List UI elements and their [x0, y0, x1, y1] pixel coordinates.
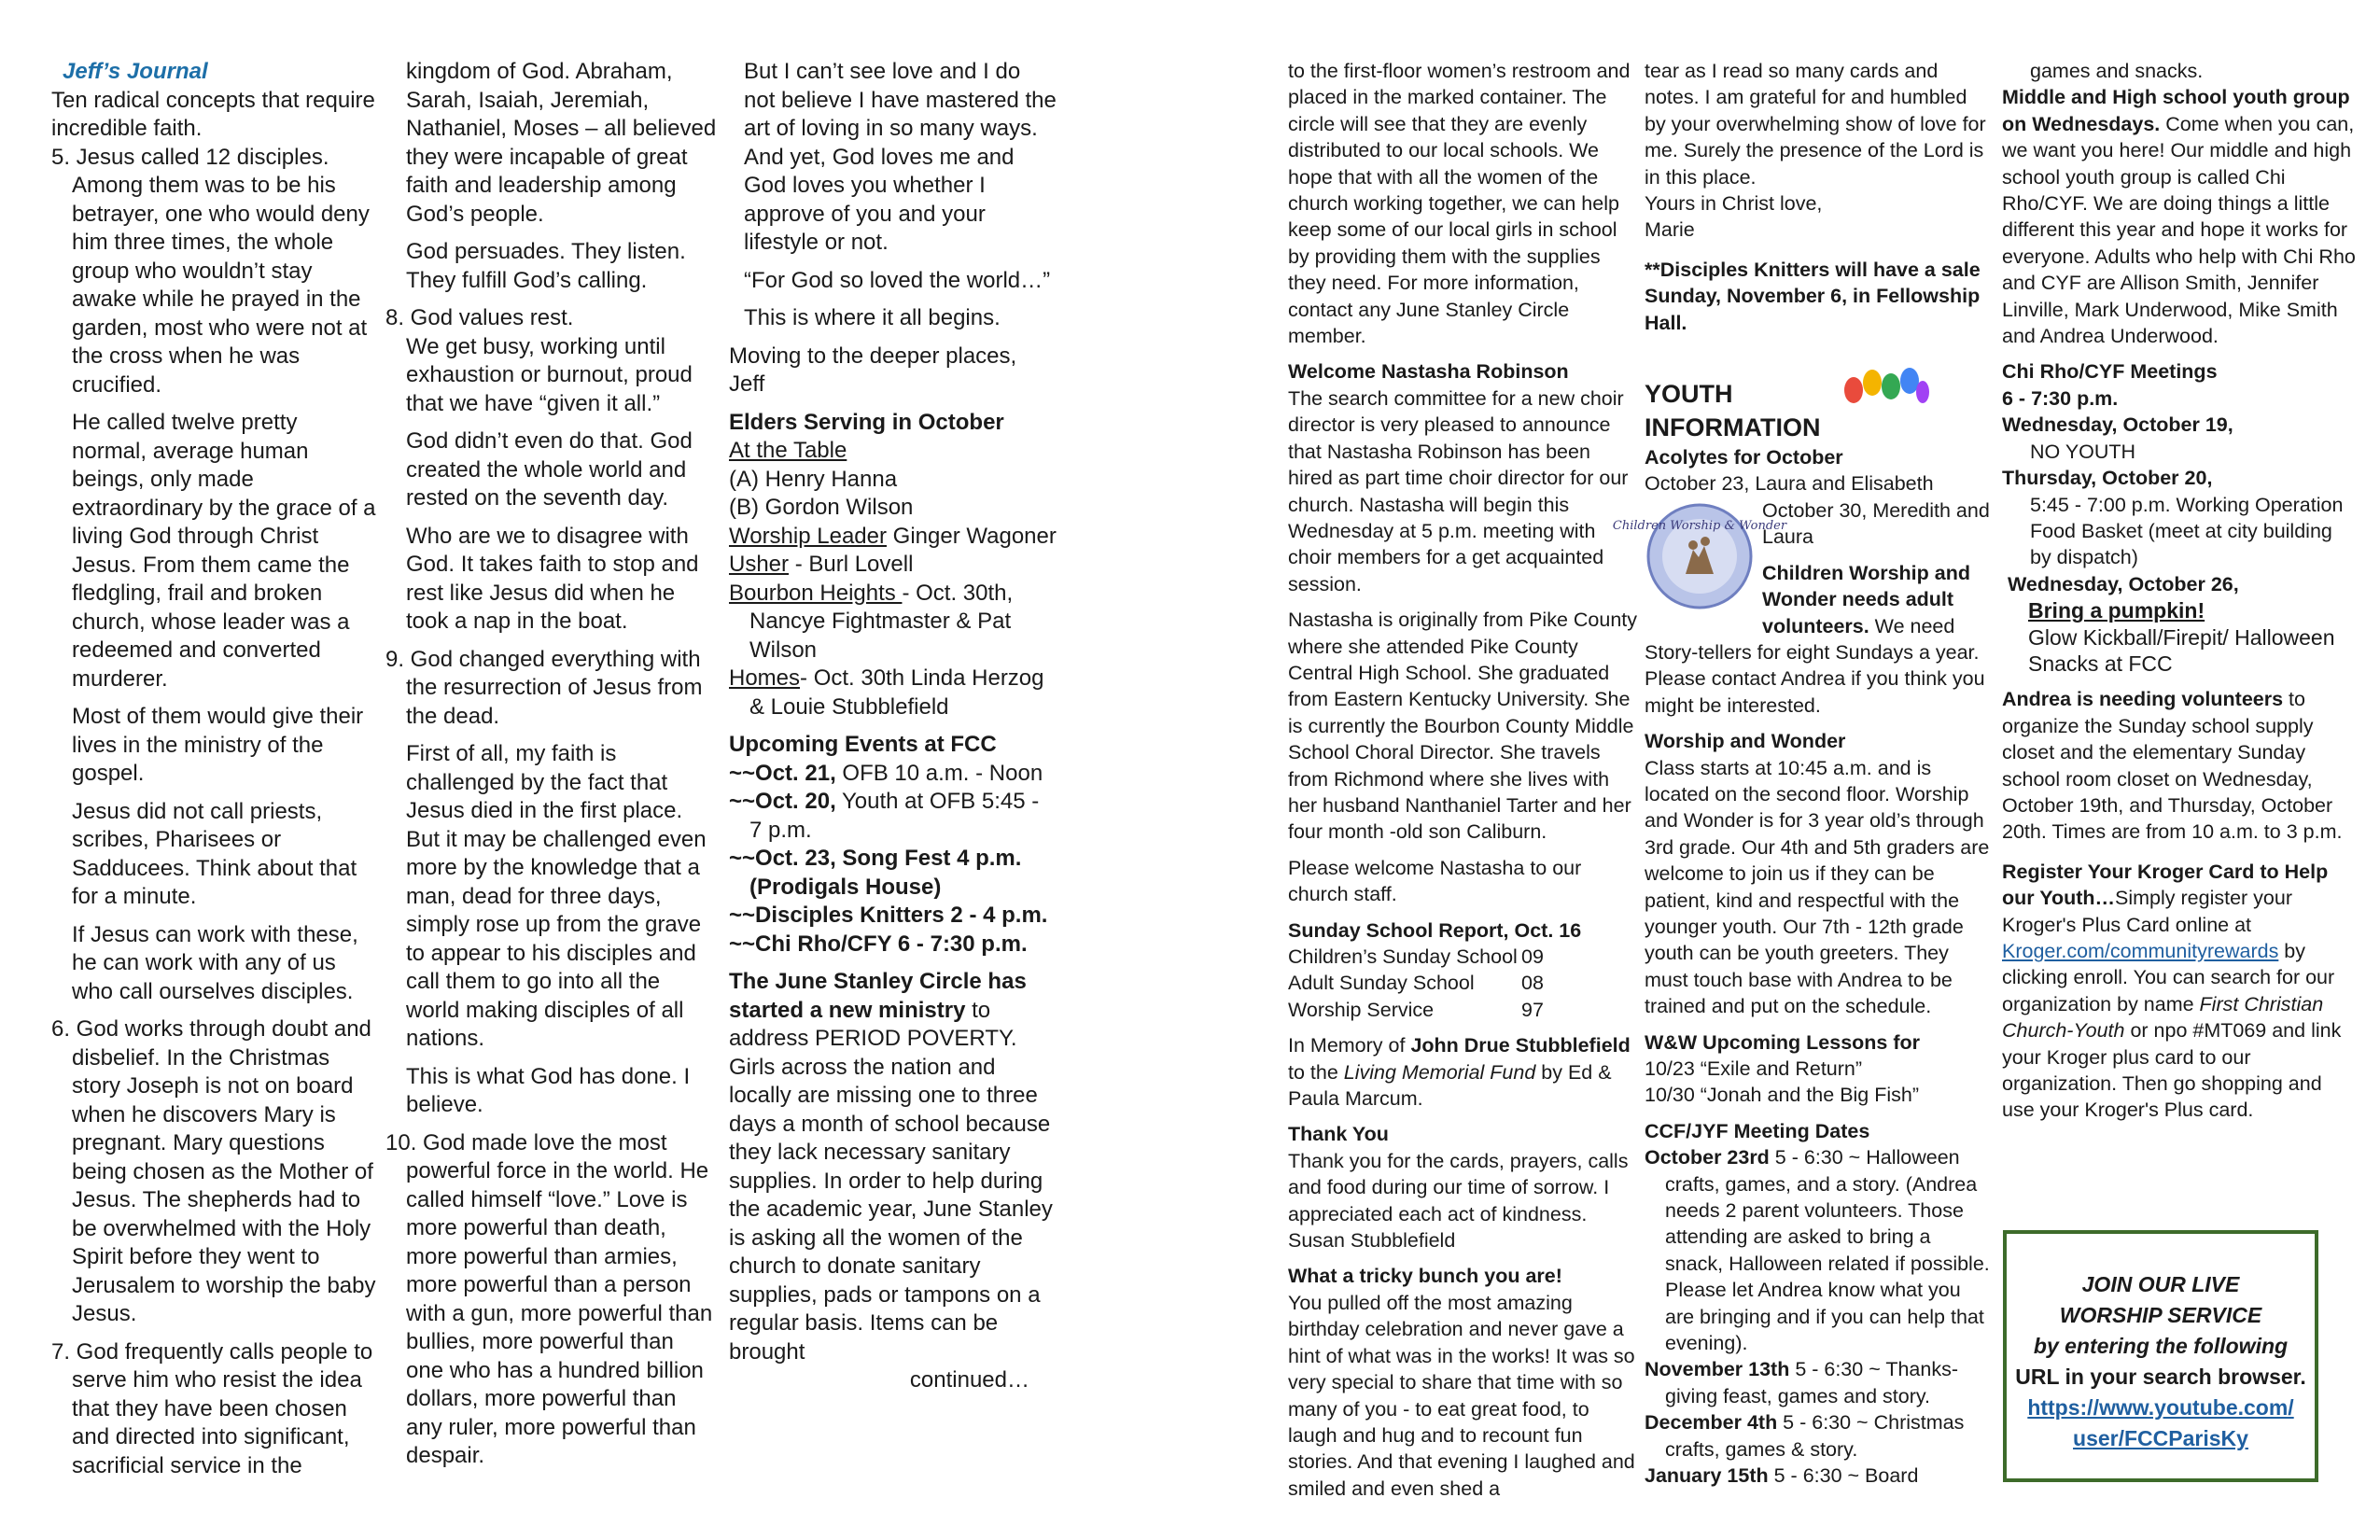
usher — [729, 551, 1057, 580]
column-4 — [1288, 58, 1638, 1502]
event-3: ~~Oct. 23, Song Fest 4 p.m. (Prodigals House) — [729, 846, 1022, 900]
ss-table — [1288, 944, 1638, 1023]
kroger-title: Register Your Kroger Card to Help our Youth… — [2002, 860, 2329, 910]
homes — [729, 665, 1057, 721]
bourbon-heights — [729, 580, 1057, 665]
continued-label: continued… — [909, 1367, 1029, 1393]
andrea-volunteers — [2002, 686, 2357, 845]
item6: 6. God works through doubt and disbelief. In the Christmas story Joseph is not on board when he discovers Mary is pregnant. Mary questions being chosen as the Mother of Jesus. The shepherds had to be overwhelmed with the Holy Spirit before they went to Jerusalem to worship the baby Jesus. — [51, 1016, 376, 1326]
chi-t1b: 5:45 - 7:00 p.m. Working Operation Food Basket (meet at city building by dispatch) — [2030, 493, 2344, 569]
col3-p1: But I can’t see love and I do not believe I have mastered the art of loving in so many ways. And yet, God loves me and God loves you whether I approve of you and your lifestyle or not. — [744, 59, 1057, 255]
item8-body: We get busy, working until exhaustion or burnout, proud that we have “given it all.” — [406, 333, 693, 416]
elder-a: (A) Henry Hanna — [729, 466, 898, 492]
ccf4-continued: games and snacks. — [2030, 60, 2204, 82]
ww-title: Worship and Wonder — [1645, 730, 1846, 753]
knitters-notice: **Disciples Knitters will have a sale Sunday, November 6, in Fellowship Hall. — [1645, 258, 1981, 334]
welcome-title: Welcome Nastasha Robinson — [1288, 360, 1569, 384]
homes-text: - Oct. 30th Linda Herzog & Louie Stubblefield — [749, 665, 1044, 720]
event-5: ~~Chi Rho/CFY 6 - 7:30 p.m. — [729, 931, 1028, 957]
ccf-1-date: October 23rd — [1645, 1146, 1770, 1169]
chi-w1: Wednesday, October 19, — [2002, 413, 2233, 437]
column-1 — [51, 58, 378, 1480]
live-worship-box — [2003, 1230, 2318, 1482]
col2-cont2: God persuades. They listen. They fulfill God’s calling. — [406, 239, 686, 293]
col2-cont1: kingdom of God. Abraham, Sarah, Isaiah, Jeremiah, Nathaniel, Moses – all believed they were incapable of great faith and leadership among God’s people. — [406, 59, 717, 227]
thanks-title: Thank You — [1288, 1123, 1389, 1146]
june-stanley — [729, 968, 1057, 1366]
in-memory — [1288, 1032, 1638, 1112]
item5-p5: If Jesus can work with these, he can work with any of us who call ourselves disciples. — [72, 921, 358, 1004]
lessons-title: W&W Upcoming Lessons for — [1645, 1030, 1921, 1054]
ccf-3-date: December 4th — [1645, 1411, 1778, 1435]
welcome-p3: Please welcome Nastasha to our church staff. — [1288, 856, 1582, 906]
item8-p3: Who are we to disagree with God. It takes faith to stop and rest like Jesus did when he took a nap in the boat. — [406, 523, 699, 634]
worship-leader — [729, 523, 1057, 552]
item7: 7. God frequently calls people to serve him who resist the idea that they have been chosen and directed into significant, sacrificial service in the — [51, 1338, 373, 1478]
tricky-close: Yours in Christ love, — [1645, 192, 1823, 216]
tricky-title: What a tricky bunch you are! — [1288, 1265, 1562, 1288]
ss-row-label: Adult Sunday School — [1288, 972, 1475, 995]
chi-w1b: NO YOUTH — [2030, 440, 2136, 463]
item10: 10. God made love the most powerful force in the world. He called himself “love.” Love is more powerful than death, more powerful than armies, more powerful than a person with a gun, more powerful than bullies, more powerful than one who has a hundred billion dollars, more powerful than any ruler, more powerful than despair. — [385, 1129, 713, 1468]
item5-p4: Jesus did not call priests, scribes, Pharisees or Sadducees. Think about that for a minute. — [72, 798, 357, 909]
worship-leader-name: Ginger Wagoner — [886, 523, 1057, 549]
andrea-body: to organize the Sunday school supply closet and the elementary Sunday school room closet on Wednesday, October 19th, and Thursday, October 20th. Times are from 10 a.m. to 3 p.m. — [2002, 688, 2343, 844]
item8-p2: God didn’t even do that. God created the whole world and rested on the seventh day. — [406, 428, 693, 511]
chi-t1: Thursday, October 20, — [2002, 467, 2213, 490]
event-2-text: Youth at OFB 5:45 - 7 p.m. — [749, 789, 1040, 843]
bourbon-label: Bourbon Heights — [729, 580, 903, 606]
ccf-2 — [1645, 1356, 1990, 1409]
event-4: ~~Disciples Knitters 2 - 4 p.m. — [729, 903, 1048, 928]
item5-p3: Most of them would give their lives in the ministry of the gospel. — [72, 704, 364, 786]
acolytes-1: October 23, Laura and Elisabeth — [1645, 472, 1934, 496]
youtube-link[interactable]: https://www.youtube.com/ user/FCCParisKy — [2027, 1395, 2294, 1450]
june-continued: to the first-floor women’s restroom and placed in the marked container. The circle will see that they are evenly distributed to our local schools. We hope that with all the women of the church working together, we can help keep some of our local girls in school by providing them with the supplies they need. For more information, contact any June Stanley Circle member. — [1288, 60, 1631, 348]
june-title: The June Stanley Circle has started a new ministry — [729, 969, 1027, 1023]
ccf-4 — [1645, 1463, 1990, 1489]
mh-title: Middle and High school youth group on Wednesdays. — [2002, 86, 2350, 135]
cw-block — [1612, 497, 1990, 719]
chi-w2c: Glow Kickball/Firepit/ Halloween Snacks at FCC — [2028, 624, 2335, 676]
ccf-2-date: November 13th — [1645, 1358, 1790, 1381]
memory-fund: Living Memorial Fund — [1343, 1060, 1536, 1084]
ccf-3-text: 5 - 6:30 ~ Christmas crafts, games & story. — [1665, 1411, 1965, 1461]
ss-row — [1288, 997, 1638, 1023]
signoff-name: Jeff — [729, 371, 765, 397]
signoff: Moving to the deeper places, — [729, 343, 1017, 369]
column-6 — [2002, 58, 2357, 1124]
lesson-1: 10/23 “Exile and Return” — [1645, 1057, 1863, 1080]
journal-intro: Ten radical concepts that require incredible faith. — [51, 87, 375, 141]
kroger-org-name: First Christian Church-Youth — [2002, 992, 2324, 1043]
acolytes-title: Acolytes for October — [1645, 446, 1843, 469]
chi-w2b: Bring a pumpkin! — [2028, 598, 2205, 623]
kroger-body3: or npo #MT069 and link your Kroger plus card to our organization. Then go shopping and use your Kroger's Plus card. — [2002, 1019, 2342, 1122]
ss-row — [1288, 944, 1638, 970]
memory-post: by Ed & Paula Marcum. — [1288, 1060, 1612, 1111]
youth-title: YOUTH INFORMATION — [1645, 380, 1821, 442]
memory-name: John Drue Stubblefield — [1410, 1034, 1631, 1057]
ccf-4-date: January 15th — [1645, 1464, 1769, 1488]
andrea-title: Andrea is needing volunteers — [2002, 688, 2284, 711]
col3-p3: This is where it all begins. — [744, 305, 1001, 330]
colorful-handprints-icon — [1841, 355, 1929, 413]
box-line-2: WORSHIP SERVICE — [2059, 1303, 2262, 1327]
column-5 — [1612, 58, 1990, 1490]
ss-row — [1288, 970, 1638, 996]
chi-w2: Wednesday, October 26, — [2008, 572, 2239, 595]
bourbon-text: - Oct. 30th, Nancye Fightmaster & Pat Wilson — [749, 580, 1014, 663]
event-1 — [729, 760, 1057, 789]
event-2-date: ~~Oct. 20, — [729, 789, 836, 814]
event-1-date: ~~Oct. 21, — [729, 760, 836, 786]
events-title: Upcoming Events at FCC — [729, 732, 997, 757]
welcome-p2: Nastasha is originally from Pike County where she attended Pike County Central High School. She graduated from Eastern Kentucky University. She is currently the Bourbon County Middle School Choral Director. She travels from Richmond where she lives with her husband Nanthaniel Tarter and her four month -old son Caliburn. — [1288, 609, 1638, 844]
elder-b: (B) Gordon Wilson — [729, 495, 914, 520]
ccf-3 — [1645, 1409, 1990, 1463]
tricky-continued: tear as I read so many cards and notes. I am grateful for and humbled by your overwhelming show of love for me. Surely the presence of the Lord is in this place. — [1645, 60, 1986, 189]
box-line-1: JOIN OUR LIVE — [2081, 1272, 2240, 1296]
at-table-label: At the Table — [729, 438, 847, 463]
column-2 — [385, 58, 717, 1471]
mh-youth — [2002, 84, 2357, 217]
ss-row-value: 97 — [1521, 998, 1544, 1021]
kroger-block — [2002, 859, 2357, 1124]
thanks-body: Thank you for the cards, prayers, calls and food during our time of sorrow. I appreciated each act of kindness. — [1288, 1149, 1629, 1225]
journal-title: Jeff’s Journal — [63, 59, 208, 84]
chi-title: Chi Rho/CYF Meetings — [2002, 360, 2218, 384]
ss-row-value: 09 — [1521, 945, 1544, 968]
usher-name: - Burl Lovell — [789, 552, 914, 577]
memory-pre: In Memory of — [1288, 1034, 1411, 1057]
chi-time: 6 - 7:30 p.m. — [2002, 386, 2119, 410]
elders-title: Elders Serving in October — [729, 409, 1004, 435]
item8-lead: 8. God values rest. — [385, 305, 574, 330]
june-body: to address PERIOD POVERTY. Girls across the nation and locally are missing one to three days a month of school because they lack necessary sanitary supplies. In order to help during the academic year, June Stanley is asking all the women of the church to donate sanitary supplies, pads or tampons on a regular basis. Items can be brought — [729, 997, 1053, 1365]
item5-p2: He called twelve pretty normal, average human beings, only made extraordinary by the grace of a living God through Christ Jesus. From them came the fledgling, frail and broken church, whose leader was a redeemed and converted murderer. — [72, 410, 376, 692]
usher-label: Usher — [729, 552, 790, 577]
mh-p2: different this year and hope it works for everyone. Adults who help with Chi Rho and CYF are Allison Smith, Jennifer Linville, Mark Underwood, Mike Smith and Andrea Underwood. — [2002, 218, 2356, 348]
memory-mid: to the — [1288, 1060, 1344, 1084]
homes-label: Homes — [729, 665, 801, 691]
thanks-sign: Susan Stubblefield — [1288, 1229, 1456, 1253]
ss-row-value: 08 — [1521, 972, 1544, 995]
kroger-body2: by clicking enroll. You can search for our organization by name — [2002, 940, 2335, 1015]
ss-row-label: Children’s Sunday School — [1288, 945, 1518, 968]
item5-lead: 5. Jesus called 12 disciples. — [51, 144, 329, 170]
svg-text:Children Worship & Wonder: Children Worship & Wonder — [1612, 518, 1787, 533]
ss-row-label: Worship Service — [1288, 998, 1435, 1021]
cw-body: We need Story-tellers for eight Sundays a year. Please contact Andrea if you think you might be interested. — [1645, 614, 1985, 717]
worship-leader-label: Worship Leader — [729, 523, 887, 549]
welcome-body: The search committee for a new choir director is very pleased to announce that Nastasha Robinson has been hired as part time choir director for our church. Nastasha will begin this Wednesday at 5 p.m. meeting with choir members for a get acquainted session. — [1288, 386, 1629, 595]
event-2 — [729, 788, 1057, 845]
item9-p2: First of all, my faith is challenged by the fact that Jesus died in the first place. But it may be challenged even more by the knowledge that a man, dead for three days, simply rose up from the grave to appear to his disciples and call them to go into all the world making disciples of all nations. — [406, 741, 707, 1051]
children-worship-wonder-logo — [1612, 501, 1787, 611]
col3-p2: “For God so loved the world…” — [744, 267, 1051, 293]
ccf-4-text: 5 - 6:30 ~ Board — [1768, 1464, 1919, 1488]
box-line-4: URL in your search browser. — [2015, 1365, 2306, 1389]
item9-lead: 9. God changed everything with the resurrection of Jesus from the dead. — [385, 646, 703, 729]
cw-title: Children Worship and Wonder needs adult volunteers. — [1762, 561, 1970, 637]
column-3 — [729, 58, 1057, 1395]
item9-p3: This is what God has done. I believe. — [406, 1063, 691, 1117]
acolytes-2: October 30, Meredith and Laura — [1762, 498, 1990, 549]
ccf-1 — [1645, 1144, 1990, 1356]
tricky-body: You pulled off the most amazing birthday celebration and never gave a hint of what was in the works! It was so very special to share that time with so many of you - to eat great food, to laugh and hug and to recount fun stories. And that evening I laughed and smiled and even shed a — [1288, 1291, 1635, 1500]
ss-title: Sunday School Report, Oct. 16 — [1288, 918, 1582, 942]
box-line-3: by entering the following — [2033, 1334, 2289, 1358]
ccf-title: CCF/JYF Meeting Dates — [1645, 1119, 1870, 1142]
mh-body: Come when you can, we want you here! Our middle and high school youth group is called Chi Rho/CYF. We are doing things a little — [2002, 112, 2355, 216]
lesson-2: 10/30 “Jonah and the Big Fish” — [1645, 1084, 1920, 1107]
item5-body: Among them was to be his betrayer, one who would deny him three times, the whole group who wouldn’t stay awake while he prayed in the garden, most who were not at the cross when he was crucified. — [72, 173, 370, 398]
kroger-body1: Simply register your Kroger's Plus Card online at — [2002, 887, 2293, 936]
ccf-2-text: 5 - 6:30 ~ Thanks-giving feast, games and story. — [1665, 1358, 1959, 1407]
ccf-1-text: 5 - 6:30 ~ Halloween crafts, games, and a story. (Andrea needs 2 parent volunteers. Those attending are asked to bring a snack, Halloween related if possible. Please let Andrea know what you are bringing and if you can help that evening). — [1665, 1146, 1990, 1355]
ww-body: Class starts at 10:45 a.m. and is located on the second floor. Worship and Wonder is for 3 year old’s through 3rd grade. Our 4th and 5th graders are welcome to join us if they can be patient, kind and respectful with the younger youth. Our 7th - 12th grade youth can be youth greeters. They must touch base with Andrea to be trained and put on the schedule. — [1645, 756, 1990, 1018]
kroger-link[interactable]: Kroger.com/communityrewards — [2002, 940, 2279, 962]
tricky-sign: Marie — [1645, 218, 1695, 242]
event-1-text: OFB 10 a.m. - Noon — [835, 760, 1043, 786]
